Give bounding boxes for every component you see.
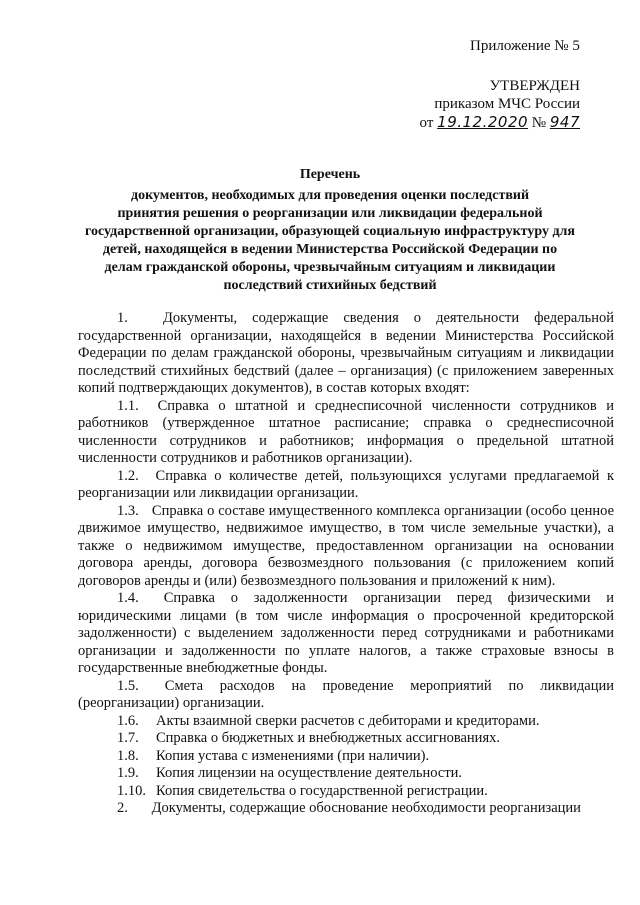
approval-stamp bbox=[420, 77, 580, 132]
from-label: от bbox=[419, 115, 434, 131]
title-line: принятия решения о реорганизации или ликвидации федеральной bbox=[117, 206, 543, 221]
item-text: Акты взаимной сверки расчетов с дебиторами и кредиторами. bbox=[156, 712, 540, 729]
document-title bbox=[60, 166, 600, 295]
title-heading: Перечень bbox=[299, 167, 361, 182]
item-number: 1.9. bbox=[117, 765, 139, 781]
item-number: 1.7. bbox=[117, 730, 139, 746]
list-item bbox=[78, 503, 614, 591]
number-sign: № bbox=[531, 115, 547, 131]
appendix-label: Приложение № 5 bbox=[470, 38, 580, 54]
item-number: 1.10. bbox=[117, 782, 146, 799]
title-line: государственной организации, образующей социальную инфраструктуру для bbox=[85, 224, 575, 239]
order-number: 947 bbox=[549, 113, 580, 131]
item-number: 1.5. bbox=[117, 677, 139, 694]
item-text: Справка о бюджетных и внебюджетных ассигнованиях. bbox=[156, 730, 500, 746]
item-number: 1.4. bbox=[117, 590, 139, 606]
item-text: Справка о составе имущественного комплекса организации (особо ценное движимое имущество, недвижимое имущество, в том числе земельные участки), а также о недвижимом имуществе, предоставленном организации на основании договора аренды, договора безвозмездного пользования (с приложением копий договоров аренды и (или) безвозмездного пользования и приложений к ним). bbox=[78, 502, 614, 589]
document-body bbox=[78, 310, 614, 818]
item-text: Справка о задолженности организации перед физическими и юридическими лицами (в том числе информация о просроченной кредиторской задолженности) с выделением задолженности перед сотрудниками и работниками организации и задолженности по уплате налогов, а также страховые взносы в государственные внебюджетные фонды. bbox=[78, 590, 614, 676]
title-line: делам гражданской обороны, чрезвычайным ситуациям и ликвидации bbox=[104, 260, 556, 275]
list-item bbox=[78, 468, 614, 503]
item-number: 1.3. bbox=[117, 502, 139, 519]
item-number: 1.6. bbox=[117, 712, 139, 729]
item-number: 1.2. bbox=[117, 467, 139, 484]
list-item bbox=[78, 590, 614, 678]
title-line: детей, находящейся в ведении Министерства Российской Федерации по bbox=[102, 242, 558, 257]
item-number: 2. bbox=[117, 800, 128, 816]
list-item bbox=[78, 398, 614, 468]
item-number: 1. bbox=[117, 310, 128, 326]
order-date-line bbox=[420, 113, 580, 132]
list-item bbox=[78, 678, 614, 713]
order-date: 19.12.2020 bbox=[437, 113, 529, 131]
title-line: последствий стихийных бедствий bbox=[223, 278, 437, 293]
approved-label: УТВЕРЖДЕН bbox=[489, 78, 580, 94]
list-item bbox=[78, 765, 614, 783]
list-item bbox=[78, 800, 614, 818]
list-item bbox=[78, 713, 614, 731]
item-text: Документы, содержащие обоснование необходимости реорганизации bbox=[151, 800, 581, 816]
item-text: Справка о штатной и среднесписочной численности сотрудников и работников (утвержденное штатное расписание; справка о среднесписочной численности сотрудников и работников; информация о предельной штатной численности сотрудников и работников организации). bbox=[78, 397, 615, 466]
list-item bbox=[78, 310, 614, 398]
order-label: приказом МЧС России bbox=[434, 96, 580, 112]
item-number: 1.1. bbox=[117, 397, 139, 414]
list-item bbox=[78, 730, 614, 748]
list-item bbox=[78, 748, 614, 766]
item-text: Копия лицензии на осуществление деятельности. bbox=[156, 765, 463, 781]
list-item bbox=[78, 783, 614, 801]
item-number: 1.8. bbox=[117, 747, 139, 764]
item-text: Документы, содержащие сведения о деятельности федеральной государственной организации, находящейся в ведении Министерства Российской Федерации по делам гражданской обороны, чрезвычайным ситуациям и ликвидации последствий стихийных бедствий (далее – организация) (с приложением заверенных копий подтверждающих документов), в состав которых входят: bbox=[78, 310, 614, 396]
title-line: документов, необходимых для проведения оценки последствий bbox=[130, 188, 530, 203]
item-text: Копия свидетельства о государственной регистрации. bbox=[156, 782, 488, 799]
item-text: Справка о количестве детей, пользующихся услугами предлагаемой к реорганизации или ликвидации организации. bbox=[78, 467, 614, 501]
item-text: Смета расходов на проведение мероприятий по ликвидации (реорганизации) организации. bbox=[78, 677, 614, 711]
item-text: Копия устава с изменениями (при наличии). bbox=[156, 747, 430, 764]
